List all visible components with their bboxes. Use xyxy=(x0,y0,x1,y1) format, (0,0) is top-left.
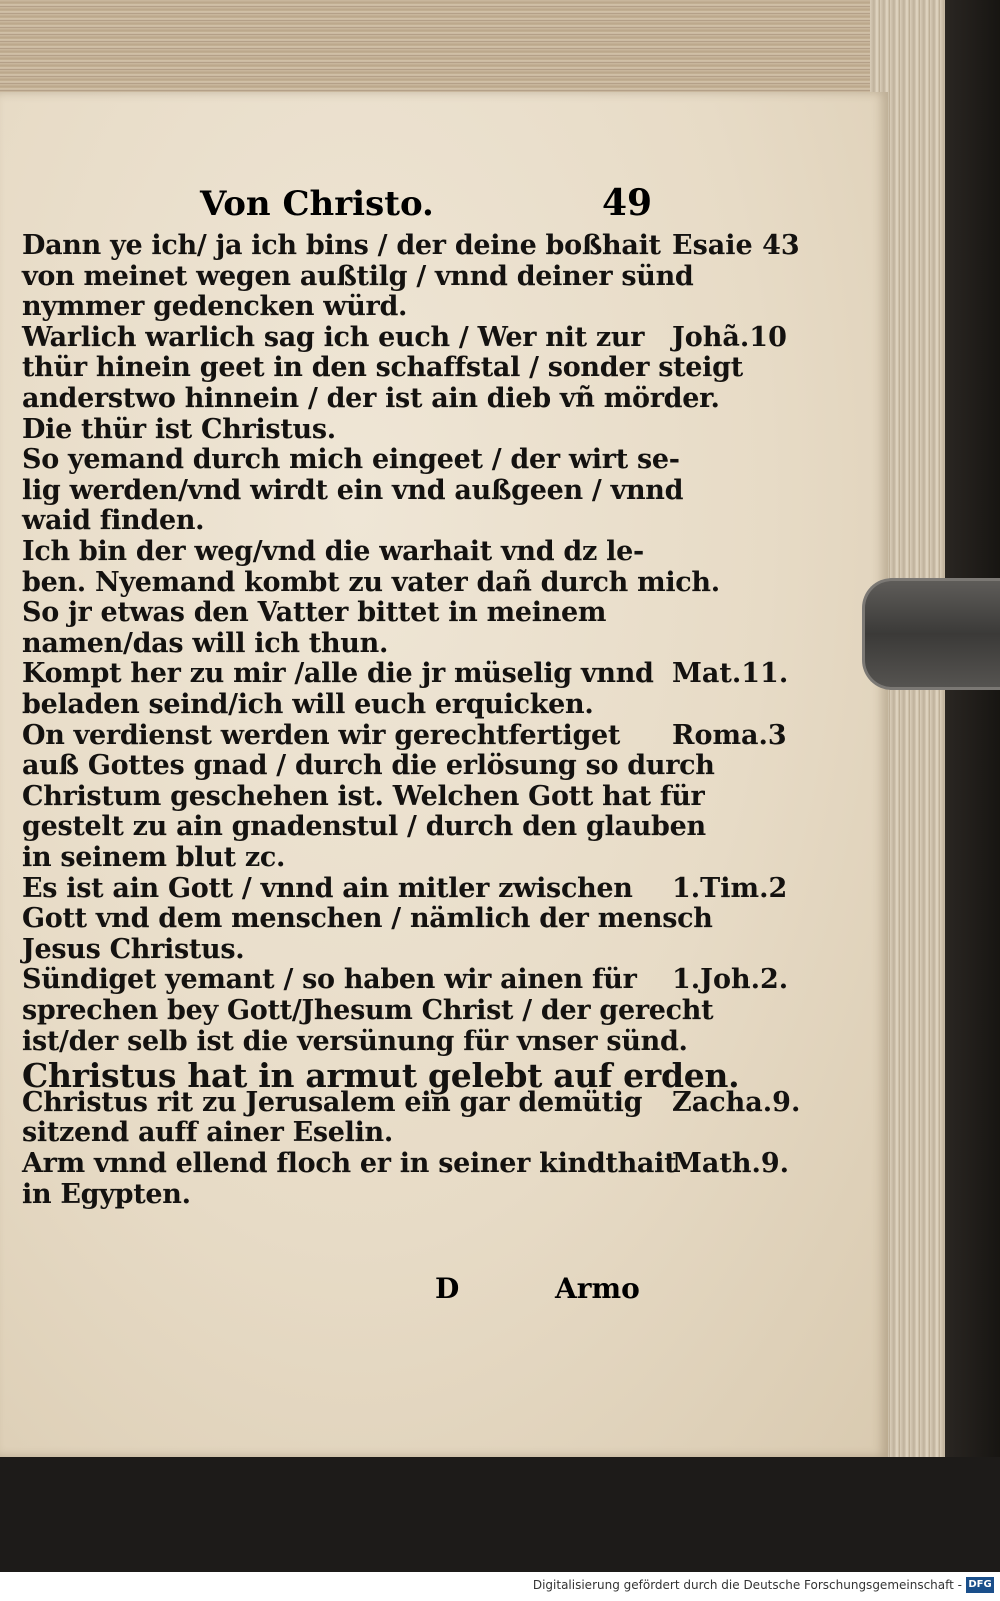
text-line: nymmer gedencken würd. xyxy=(22,291,408,323)
text-line: thür hinein geet in den schaffstal / sonder steigt xyxy=(22,352,743,384)
text-line: Es ist ain Gott / vnnd ain mitler zwischen xyxy=(22,872,633,904)
section-heading: Christus hat in armut gelebt auf erden. xyxy=(22,1056,740,1096)
text-line: anderstwo hinnein / der ist ain dieb vñ mörder. xyxy=(22,383,720,414)
margin-reference: Zacha.9. xyxy=(672,1086,801,1118)
margin-reference: 1.Joh.2. xyxy=(672,964,789,996)
text-line: Jesus Christus. xyxy=(22,933,245,965)
text-line: Christus rit zu Jerusalem ein gar demütig xyxy=(22,1086,643,1118)
text-line: Kompt her zu mir /alle die jr müselig vnnd xyxy=(22,658,654,690)
text-line: So jr etwas den Vatter bittet in meinem xyxy=(22,597,607,629)
catchword: Armo xyxy=(555,1272,640,1305)
text-line: Arm vnnd ellend floch er in seiner kindthait xyxy=(22,1148,677,1179)
text-line: namen/das will ich thun. xyxy=(22,627,389,659)
book-cover xyxy=(945,0,1000,1601)
text-line: beladen seind/ich will euch erquicken. xyxy=(22,689,594,720)
book-clip xyxy=(862,578,1000,690)
text-line: ben. Nyemand kombt zu vater dañ durch mich. xyxy=(22,566,720,598)
running-header: Von Christo. xyxy=(200,184,434,224)
book-page-edges xyxy=(0,0,900,96)
text-line: von meinet wegen außtilg / vnnd deiner sünd xyxy=(22,260,694,292)
text-line: Sündiget yemant / so haben wir ainen für xyxy=(22,964,637,996)
text-line: lig werden/vnd wirdt ein vnd außgeen / vnnd xyxy=(22,474,684,506)
dfg-logo: DFG xyxy=(966,1577,994,1593)
text-line: in Egypten. xyxy=(22,1178,191,1210)
text-line: Ich bin der weg/vnd die warhait vnd dz le- xyxy=(22,536,644,567)
margin-reference: Roma.3 xyxy=(672,719,787,751)
book-page xyxy=(0,92,888,1457)
text-line: Christum geschehen ist. Welchen Gott hat für xyxy=(22,780,705,812)
text-line: Warlich warlich sag ich euch / Wer nit zur xyxy=(22,321,645,353)
scan-background xyxy=(0,1457,1000,1572)
signature-mark: D xyxy=(435,1272,460,1305)
text-line: Die thür ist Christus. xyxy=(22,413,336,445)
margin-reference: Esaie 43 xyxy=(672,230,800,261)
text-line: sprechen bey Gott/Jhesum Christ / der gerecht xyxy=(22,995,714,1026)
text-line: Dann ye ich/ ja ich bins / der deine boßhait xyxy=(22,230,661,261)
text-line: Gott vnd dem menschen / nämlich der mensch xyxy=(22,903,713,935)
text-line: So yemand durch mich eingeet / der wirt se- xyxy=(22,444,680,476)
margin-reference: 1.Tim.2 xyxy=(672,872,788,904)
margin-reference: Johã.10 xyxy=(672,321,787,353)
text-line: ist/der selb ist die versünung für vnser sünd. xyxy=(22,1025,688,1057)
text-line: sitzend auff ainer Eselin. xyxy=(22,1117,393,1149)
text-line: gestelt zu ain gnadenstul / durch den glauben xyxy=(22,811,706,843)
text-line: in seinem blut zc. xyxy=(22,842,286,873)
text-line: auß Gottes gnad / durch die erlösung so durch xyxy=(22,750,715,782)
footer-credit: Digitalisierung gefördert durch die Deutsche Forschungsgemeinschaft - xyxy=(532,1578,962,1592)
margin-reference: Math.9. xyxy=(672,1148,790,1179)
text-line: waid finden. xyxy=(22,505,205,537)
text-line: On verdienst werden wir gerechtfertiget xyxy=(22,719,621,751)
margin-reference: Mat.11. xyxy=(672,658,789,690)
page-number: 49 xyxy=(602,182,653,224)
